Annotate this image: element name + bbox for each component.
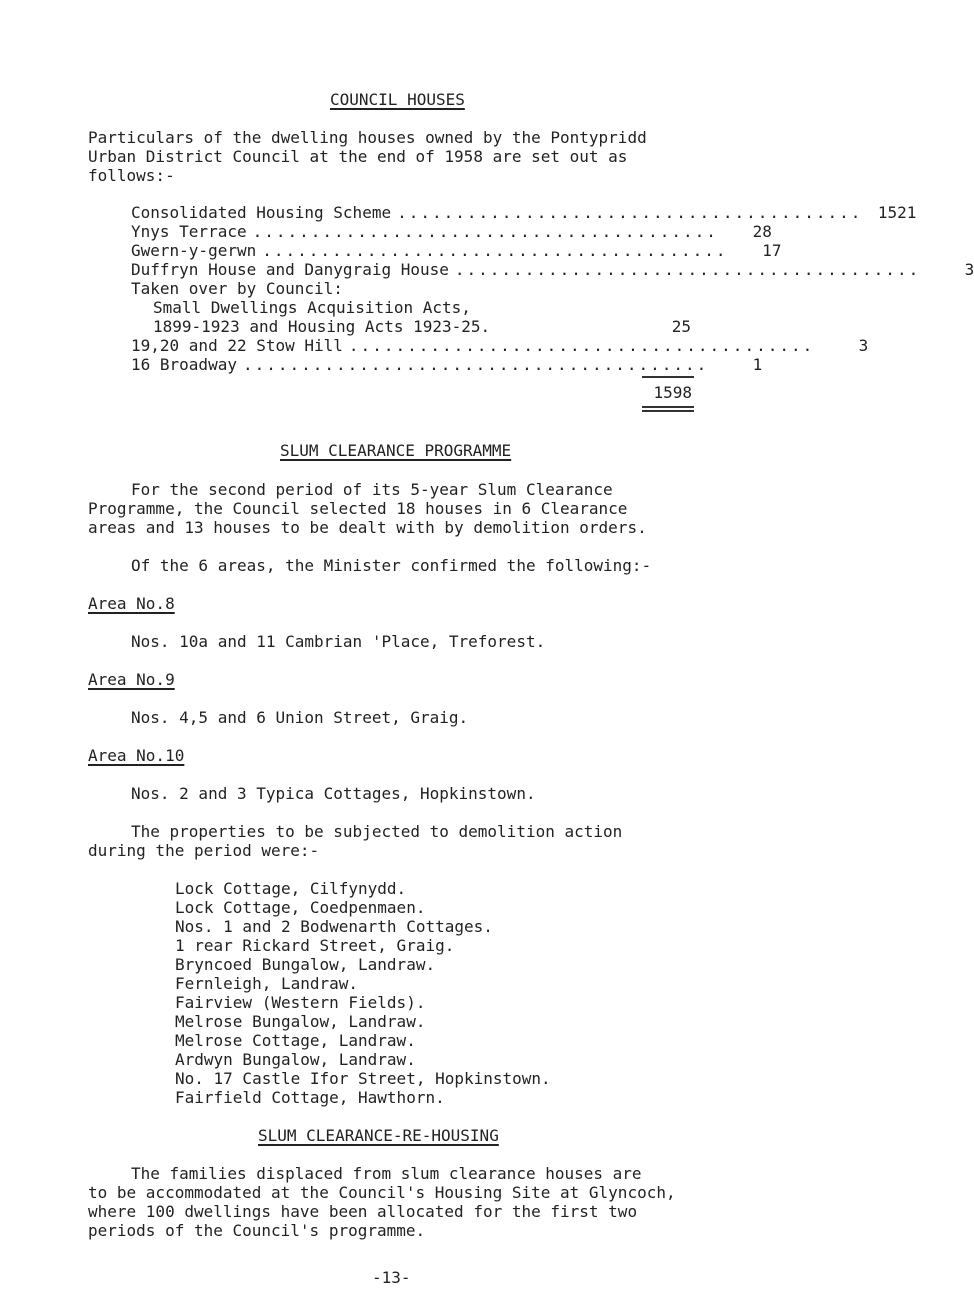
housing-row-value: 17 bbox=[762, 241, 782, 260]
property-item: Fairfield Cottage, Hawthorn. bbox=[175, 1088, 445, 1107]
property-item: Ardwyn Bungalow, Landraw. bbox=[175, 1050, 416, 1069]
slum-para1-line: Programme, the Council selected 18 houses in 6 Clearance bbox=[88, 499, 628, 518]
housing-row-label: 19,20 and 22 Stow Hill bbox=[131, 336, 343, 355]
housing-row-value: 1521 bbox=[877, 203, 917, 222]
housing-row-label: 16 Broadway bbox=[131, 355, 237, 374]
total-double-rule-bottom bbox=[642, 410, 694, 412]
property-item: Melrose Cottage, Landraw. bbox=[175, 1031, 416, 1050]
slum-para2: Of the 6 areas, the Minister confirmed the following:- bbox=[131, 556, 652, 575]
housing-row bbox=[131, 203, 917, 222]
housing-row bbox=[131, 241, 782, 260]
housing-row-label: Gwern-y-gerwn bbox=[131, 241, 257, 260]
area-detail: Nos. 2 and 3 Typica Cottages, Hopkinstown. bbox=[131, 784, 536, 803]
housing-row-value: 28 bbox=[752, 222, 772, 241]
housing-row bbox=[131, 260, 974, 279]
page-number: -13- bbox=[372, 1268, 411, 1287]
housing-row bbox=[131, 222, 772, 241]
rehousing-line: where 100 dwellings have been allocated for the first two bbox=[88, 1202, 638, 1221]
section-heading-slum-clearance: SLUM CLEARANCE PROGRAMME bbox=[280, 441, 512, 460]
leader-dots: ........................................ bbox=[262, 241, 728, 260]
housing-row-value: 1 bbox=[752, 355, 763, 374]
area-title: Area No.10 bbox=[88, 746, 185, 765]
small-dwellings-line-1: Small Dwellings Acquisition Acts, bbox=[153, 298, 471, 317]
housing-row bbox=[131, 336, 869, 355]
subtotal-rule bbox=[642, 376, 694, 378]
rehousing-line: periods of the Council's programme. bbox=[88, 1221, 426, 1240]
demolition-intro-line: The properties to be subjected to demolition action bbox=[131, 822, 623, 841]
demolition-intro-line: during the period were:- bbox=[88, 841, 320, 860]
leader-dots: ........................................ bbox=[397, 203, 863, 222]
page-title: COUNCIL HOUSES bbox=[330, 90, 465, 109]
housing-row-value: 25 bbox=[671, 317, 691, 336]
section-heading-rehousing: SLUM CLEARANCE-RE-HOUSING bbox=[258, 1126, 499, 1145]
housing-row-label: Duffryn House and Danygraig House bbox=[131, 260, 449, 279]
property-item: Fernleigh, Landraw. bbox=[175, 974, 359, 993]
area-detail: Nos. 10a and 11 Cambrian 'Place, Treforest. bbox=[131, 632, 546, 651]
housing-total: 1598 bbox=[653, 383, 692, 402]
property-item: Lock Cottage, Coedpenmaen. bbox=[175, 898, 426, 917]
housing-row bbox=[131, 355, 763, 374]
housing-row-label: Ynys Terrace bbox=[131, 222, 247, 241]
property-item: 1 rear Rickard Street, Graig. bbox=[175, 936, 455, 955]
intro-line-1: Particulars of the dwelling houses owned by the Pontypridd bbox=[88, 128, 647, 147]
property-item: Lock Cottage, Cilfynydd. bbox=[175, 879, 407, 898]
area-title: Area No.9 bbox=[88, 670, 175, 689]
property-item: Bryncoed Bungalow, Landraw. bbox=[175, 955, 436, 974]
slum-para1-line: areas and 13 houses to be dealt with by demolition orders. bbox=[88, 518, 647, 537]
leader-dots: ........................................ bbox=[242, 355, 709, 374]
housing-row-value: 3 bbox=[858, 336, 869, 355]
slum-para1-line: For the second period of its 5-year Slum Clearance bbox=[131, 480, 613, 499]
intro-line-3: follows:- bbox=[88, 166, 175, 185]
leader-dots: ........................................ bbox=[252, 222, 718, 241]
housing-row-label: Consolidated Housing Scheme bbox=[131, 203, 392, 222]
area-title: Area No.8 bbox=[88, 594, 175, 613]
property-item: Fairview (Western Fields). bbox=[175, 993, 426, 1012]
leader-dots: ........................................ bbox=[454, 260, 921, 279]
rehousing-line: The families displaced from slum clearance houses are bbox=[131, 1164, 642, 1183]
leader-dots: ........................................ bbox=[348, 336, 815, 355]
housing-row-value: 3 bbox=[964, 260, 974, 279]
property-item: Nos. 1 and 2 Bodwenarth Cottages. bbox=[175, 917, 493, 936]
total-double-rule-top bbox=[642, 406, 694, 408]
property-item: No. 17 Castle Ifor Street, Hopkinstown. bbox=[175, 1069, 551, 1088]
rehousing-line: to be accommodated at the Council's Housing Site at Glyncoch, bbox=[88, 1183, 676, 1202]
housing-row bbox=[153, 317, 691, 336]
area-detail: Nos. 4,5 and 6 Union Street, Graig. bbox=[131, 708, 469, 727]
intro-line-2: Urban District Council at the end of 1958 are set out as bbox=[88, 147, 628, 166]
housing-row-label: 1899-1923 and Housing Acts 1923-25. bbox=[153, 317, 491, 336]
taken-over-label: Taken over by Council: bbox=[131, 279, 343, 298]
property-item: Melrose Bungalow, Landraw. bbox=[175, 1012, 426, 1031]
